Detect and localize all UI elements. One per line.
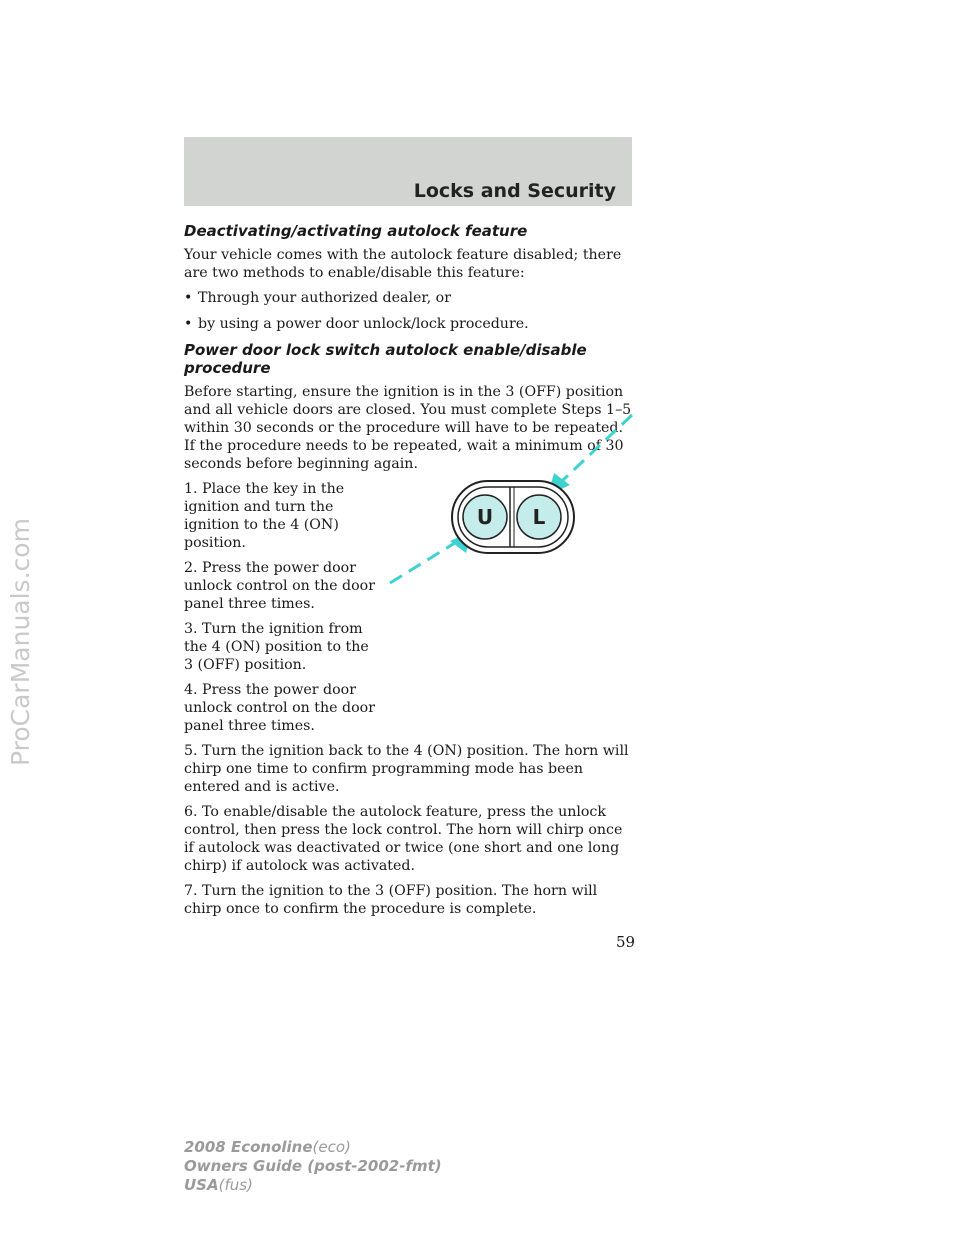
arrow-line-unlock <box>390 541 458 583</box>
procedure-paragraph: Before starting, ensure the ignition is in the 3 (OFF) position and all vehicle doors are closed. You must complete Steps 1–5 within 30 seconds or the procedure will have to be repeated. If the procedure needs to be repeated, wait a minimum of 30 seconds before beginning again. <box>184 384 632 472</box>
bullet-item <box>184 315 634 333</box>
arrow-line-lock <box>562 415 632 481</box>
door-lock-switch-illustration <box>388 413 634 585</box>
bullet-glyph: • <box>184 316 193 332</box>
watermark-text: ProCarManuals.com <box>6 518 35 766</box>
document-footer <box>184 1138 442 1195</box>
heading-procedure: Power door lock switch autolock enable/disable procedure <box>184 341 587 377</box>
section-title: Locks and Security <box>413 180 616 202</box>
bullet-text: by using a power door unlock/lock procedure. <box>198 316 529 332</box>
step-6: 6. To enable/disable the autolock feature, press the unlock control, then press the lock control. The horn will chirp once if autolock was deactivated or twice (one short and one long chirp) if autolock was activated. <box>184 804 623 874</box>
section-header-band <box>184 137 632 206</box>
bullet-glyph: • <box>184 290 193 306</box>
intro-paragraph: Your vehicle comes with the autolock feature disabled; there are two methods to enable/disable this feature: <box>184 247 622 281</box>
footer-region: USA <box>184 1176 219 1194</box>
step-7: 7. Turn the ignition to the 3 (OFF) position. The horn will chirp once to confirm the procedure is complete. <box>184 883 598 917</box>
footer-region-code: (fus) <box>218 1176 253 1194</box>
step-4: 4. Press the power door unlock control on the door panel three times. <box>184 682 375 734</box>
footer-model-code: (eco) <box>312 1138 351 1156</box>
bullet-item <box>184 289 634 307</box>
step-1: 1. Place the key in the ignition and turn the ignition to the 4 (ON) position. <box>184 481 345 551</box>
lock-label: L <box>532 505 546 529</box>
step-2: 2. Press the power door unlock control on the door panel three times. <box>184 560 375 612</box>
step-3: 3. Turn the ignition from the 4 (ON) position to the 3 (OFF) position. <box>184 621 369 673</box>
step-5: 5. Turn the ignition back to the 4 (ON) position. The horn will chirp one time to confirm programming mode has been entered and is active. <box>184 743 629 795</box>
unlock-label: U <box>476 505 494 529</box>
bullet-text: Through your authorized dealer, or <box>198 290 451 306</box>
footer-guide: Owners Guide (post-2002-fmt) <box>184 1157 442 1175</box>
footer-model: 2008 Econoline <box>184 1138 313 1156</box>
heading-autolock-feature: Deactivating/activating autolock feature <box>184 222 528 240</box>
page-number: 59 <box>616 933 636 951</box>
